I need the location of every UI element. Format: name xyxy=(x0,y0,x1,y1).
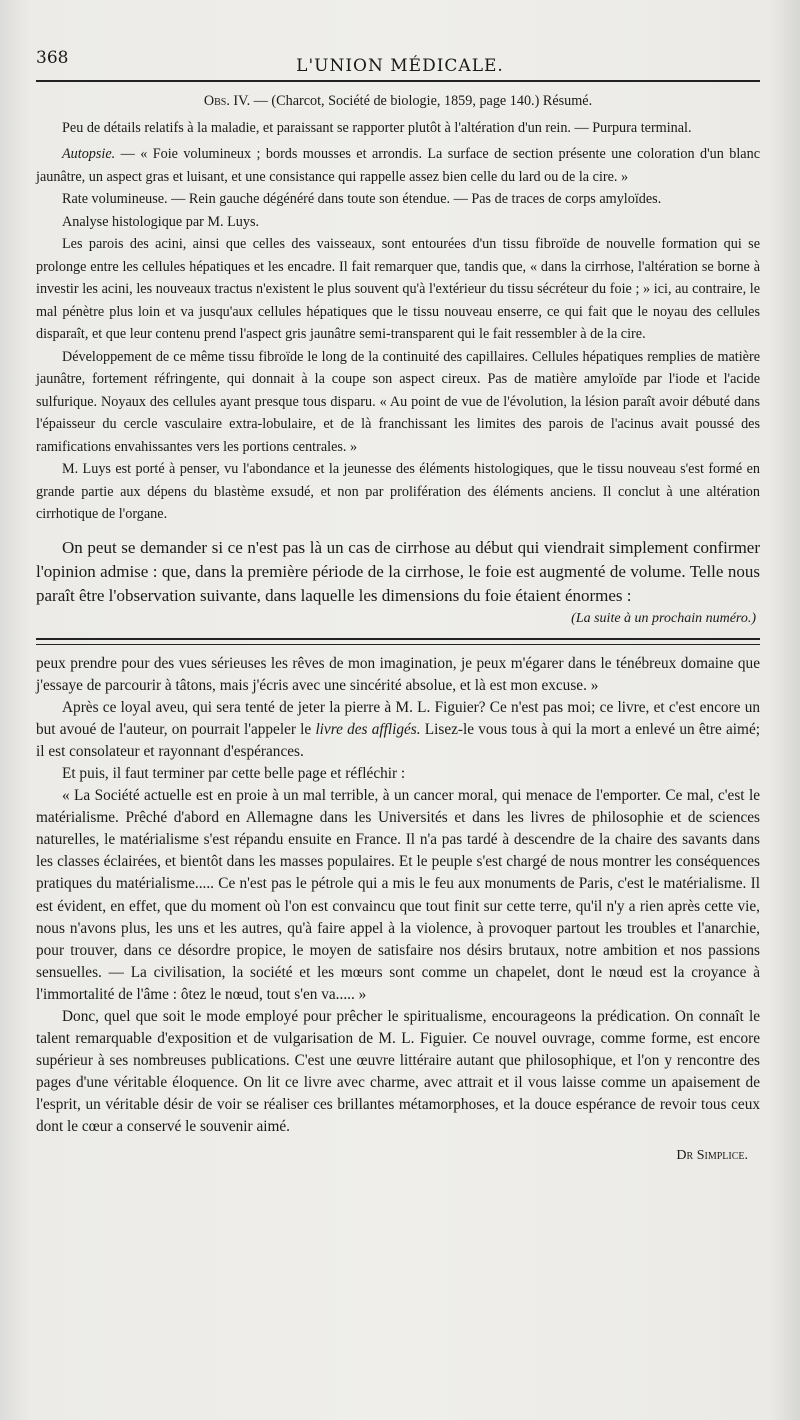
observation-paragraph-1: Peu de détails relatifs à la maladie, et paraissant se rapporter plutôt à l'altération d'un rein. — Purpura terminal. xyxy=(62,119,692,136)
autopsy-text: — « Foie volumineux ; bords mousses et arrondis. La surface de section présente une coloration d'un blanc jaunâtre, un aspect gras et luisant, et une consistance qui rappelle assez bien celle du lard ou de la cire. » xyxy=(36,146,760,185)
observation-title xyxy=(36,90,760,113)
observation-paragraph-6: Développement de ce même tissu fibroïde le long de la continuité des capillaires. Cellules hépatiques remplies de matière jaunâtre, fortement réfringente, qui donnait à la coupe son aspect cireux. Pas de matière amyloïde par l'iode et l'acide sulfurique. Noyaux des cellules ayant presque tous disparu. « Au point de vue de l'évolution, la lésion paraît avoir débuté dans l'épaisseur du cercle vasculaire extra-lobulaire, et de là franchissant les limites des parois de l'acinus avait poussé des ramifications envahissantes vers les portions centrales. » xyxy=(36,348,760,455)
feuilleton-section xyxy=(36,653,760,1167)
observation-paragraph-4: Analyse histologique par M. Luys. xyxy=(62,213,260,230)
observation-reference: — (Charcot, Société de biologie, 1859, page 140.) Résumé. xyxy=(250,93,593,109)
feuilleton-paragraph-3: Et puis, il faut terminer par cette belle page et réfléchir : xyxy=(62,764,406,782)
commentary-paragraph: On peut se demander si ce n'est pas là un cas de cirrhose au début qui viendrait simplement confirmer l'opinion admise : que, dans la première période de la cirrhose, le foie est augmenté de volume. Telle nous paraît être l'observation suivante, dans laquelle les dimensions du foie étaient énormes : xyxy=(36,537,760,605)
feuilleton-paragraph-2-a: Après ce loyal aveu, qui sera tenté de jeter la pierre à M. L. Figuier? Ce n'est pas moi; ce livre, et c'est encore un but avoué de l'auteur, on pourrait l'appeler le xyxy=(36,698,760,738)
observation-paragraph-3: Rate volumineuse. — Rein gauche dégénéré dans toute son étendue. — Pas de traces de corps amyloïdes. xyxy=(62,191,662,207)
journal-title: L'UNION MÉDICALE. xyxy=(296,56,504,76)
section-divider xyxy=(36,638,760,645)
autopsy-label: Autopsie. xyxy=(62,146,116,162)
observation-number: Obs. IV. xyxy=(203,93,251,109)
page-number: 368 xyxy=(36,48,69,68)
commentary-section xyxy=(36,536,760,630)
observation-section xyxy=(36,90,760,526)
book-nickname: livre des affligés. xyxy=(315,720,421,738)
feuilleton-paragraph-1: peux prendre pour des vues sérieuses les rêves de mon imagination, je peux m'égarer dans le ténébreux domaine que j'essaye de parcourir à tâtons, mais j'écris avec une sincérité absolue, et là est mon excuse. » xyxy=(36,654,760,694)
feuilleton-paragraph-2-b: Lisez-le vous tous à qui la mort a enlevé un être aimé; il est consolateur et rayonnant d'espérances. xyxy=(36,720,760,760)
observation-paragraph-5: Les parois des acini, ainsi que celles des vaisseaux, sont entourées d'un tissu fibroïde de nouvelle formation qui se prolonge entre les cellules hépatiques et les encadre. Il fait remarquer que, tandis que, « dans la cirrhose, l'altération se borne à investir les acini, les nouveaux tractus n'existent le plus souvent qu'à l'extérieur du tissu sécréteur du foie ; » ici, au contraire, le mal pénètre plus loin et va jusqu'aux cellules hépatiques que le tissu nouveau enserre, ce qui fait que le noyau des cellules disparaît, et que leur contenu prend l'aspect gris jaunâtre semi-transparent qui le fait ressembler à de la cire. xyxy=(36,236,760,342)
observation-paragraph-7: M. Luys est porté à penser, vu l'abondance et la jeunesse des éléments histologiques, que le tissu nouveau s'est formé en grande partie aux dépens du blastème exsudé, et non par prolifération des éléments anciens. Il conclut à une altération cirrhotique de l'organe. xyxy=(36,461,760,522)
author-signature: Dr Simplice. xyxy=(676,1147,748,1163)
feuilleton-paragraph-2 xyxy=(36,697,760,763)
feuilleton-paragraph-5: Donc, quel que soit le mode employé pour prêcher le spiritualisme, encourageons la prédication. On connaît le talent remarquable d'exposition et de vulgarisation de M. L. Figuier. Ce nouvel ouvrage, comme forme, est encore supérieur à ses nombreuses publications. C'est une œuvre littéraire autant que philosophique, et l'on y rencontre des pages d'une véritable éloquence. On lit ce livre avec charme, avec attrait et il vous laisse comme un apaisement de l'esprit, un véritable désir de voir se réaliser ces brillantes métamorphoses, et la douce espérance de revoir tous ceux dont le cœur a conservé le souvenir aimé. xyxy=(36,1008,760,1136)
autopsy-paragraph xyxy=(36,143,760,188)
feuilleton-quote: « La Société actuelle est en proie à un mal terrible, à un cancer moral, qui menace de l'emporter. Ce mal, c'est le matérialisme. Prêché d'abord en Allemagne dans les Universités et dans les livres de philosophie et de sciences naturelles, le matérialisme s'est répandu ensuite en France. Il n'a pas tardé à descendre de la chaire des savants dans les classes éclairées, et bientôt dans les masses populaires. Et le peuple s'est chargé de nous montrer les conséquences pratiques du matérialisme..... Ce n'est pas le pétrole qui a mis le feu aux monuments de Paris, c'est le matérialisme. Il est évident, en effet, que du moment où l'on est convaincu que tout finit sur cette terre, qu'il n'y a rien après cette vie, nous n'avons plus, les uns et les autres, qu'à faire appel à la violence, à provoquer partout les troubles et l'anarchie, pour trouver, dans ce désordre propice, le moyen de satisfaire nos désirs brutaux, notre ambition et nos passions sensuelles. — La civilisation, la société et les mœurs sont comme un chapelet, dont le nœud est la croyance à l'immortalité de l'âme : ôtez le nœud, tout s'en va..... » xyxy=(36,787,760,1003)
continued-note: (La suite à un prochain numéro.) xyxy=(571,610,756,626)
